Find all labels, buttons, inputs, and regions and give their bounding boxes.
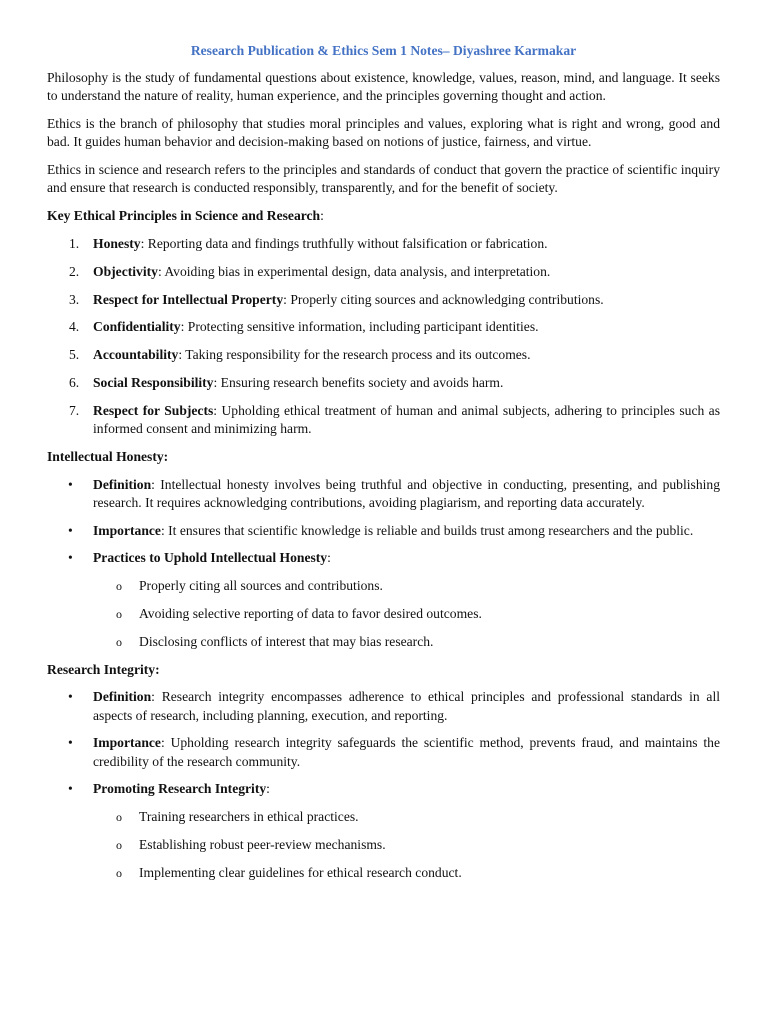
heading-colon: : bbox=[320, 208, 324, 224]
term: Social Responsibility bbox=[93, 374, 214, 390]
description: : Intellectual honesty involves being truthful and objective in conducting, presenting, and publishing research. It requires acknowledging contributions, avoiding plagiarism, and reporting data accurately. bbox=[93, 476, 720, 510]
sub-list-item bbox=[47, 577, 720, 595]
circle-bullet-icon: o bbox=[116, 837, 122, 852]
circle-bullet-icon: o bbox=[116, 606, 122, 621]
sub-item-text: Properly citing all sources and contributions. bbox=[139, 578, 383, 594]
term: Objectivity bbox=[93, 263, 158, 279]
list-item bbox=[47, 522, 720, 540]
sub-list-item bbox=[47, 864, 720, 882]
term: Confidentiality bbox=[93, 319, 181, 335]
description: : Avoiding bias in experimental design, data analysis, and interpretation. bbox=[157, 263, 551, 279]
bullet-icon: • bbox=[68, 550, 73, 566]
description: : Taking responsibility for the research process and its outcomes. bbox=[178, 347, 531, 363]
term-colon: : bbox=[327, 550, 331, 566]
sub-item-text: Establishing robust peer-review mechanisms. bbox=[139, 836, 386, 852]
bullet-icon: • bbox=[68, 735, 73, 751]
term: Promoting Research Integrity bbox=[93, 781, 267, 797]
term: Respect for Intellectual Property bbox=[93, 291, 284, 307]
honesty-practices-list bbox=[47, 577, 720, 651]
term: Importance bbox=[93, 735, 161, 751]
honesty-list bbox=[47, 476, 720, 568]
description: : Upholding ethical treatment of human and animal subjects, adhering to principles such as informed consent and minimizing harm. bbox=[93, 402, 721, 436]
sub-item-text: Training researchers in ethical practices. bbox=[139, 809, 359, 825]
description: : Ensuring research benefits society and avoids harm. bbox=[213, 374, 504, 390]
list-item bbox=[47, 688, 720, 724]
list-number: 2. bbox=[69, 263, 80, 279]
list-number: 7. bbox=[69, 402, 80, 418]
sub-item-text: Disclosing conflicts of interest that may bias research. bbox=[139, 633, 434, 649]
sub-list-item bbox=[47, 836, 720, 854]
description: : Properly citing sources and acknowledging contributions. bbox=[283, 291, 604, 307]
list-item bbox=[47, 780, 720, 798]
list-number: 6. bbox=[69, 374, 80, 390]
list-item bbox=[47, 374, 720, 392]
term: Honesty bbox=[93, 236, 141, 251]
list-item bbox=[47, 402, 720, 438]
term: Practices to Uphold Intellectual Honesty bbox=[93, 550, 328, 566]
description: : Research integrity encompasses adherence to ethical principles and professional standards in all aspects of research, including planning, execution, and reporting. bbox=[93, 689, 720, 723]
principles-list bbox=[47, 235, 720, 438]
description: : It ensures that scientific knowledge is reliable and builds trust among researchers and the public. bbox=[160, 522, 694, 538]
circle-bullet-icon: o bbox=[116, 865, 122, 880]
heading-key-principles-text: Key Ethical Principles in Science and Research bbox=[47, 208, 321, 224]
list-item bbox=[47, 318, 720, 336]
bullet-icon: • bbox=[68, 476, 73, 492]
sub-list-item bbox=[47, 633, 720, 651]
sub-list-item bbox=[47, 605, 720, 623]
document-page bbox=[47, 42, 720, 892]
list-item bbox=[47, 346, 720, 364]
list-item bbox=[47, 291, 720, 309]
heading-research-integrity: Research Integrity: bbox=[47, 661, 160, 677]
sub-item-text: Avoiding selective reporting of data to favor desired outcomes. bbox=[139, 605, 482, 621]
list-number: 5. bbox=[69, 347, 80, 363]
term: Accountability bbox=[93, 347, 179, 363]
list-number: 3. bbox=[69, 291, 80, 307]
heading-key-principles bbox=[47, 207, 720, 225]
description: : Upholding research integrity safeguards the scientific method, prevents fraud, and maintains the credibility of the research community. bbox=[93, 735, 720, 769]
list-item bbox=[47, 476, 720, 512]
term: Importance bbox=[93, 522, 161, 538]
paragraph-research-ethics: Ethics in science and research refers to the principles and standards of conduct that govern the practice of scientific inquiry and ensure that research is conducted responsibly, transparently, and for the benefit of society. bbox=[47, 162, 720, 196]
circle-bullet-icon: o bbox=[116, 579, 122, 594]
list-number: 1. bbox=[69, 236, 80, 251]
circle-bullet-icon: o bbox=[116, 634, 122, 649]
bullet-icon: • bbox=[68, 522, 73, 538]
term-colon: : bbox=[266, 781, 270, 797]
paragraph-ethics: Ethics is the branch of philosophy that studies moral principles and values, exploring what is right and wrong, good and bad. It guides human behavior and decision-making based on notions of justice, fairness, and virtue. bbox=[47, 116, 720, 150]
integrity-promoting-list bbox=[47, 808, 720, 882]
list-item bbox=[47, 263, 720, 281]
integrity-list bbox=[47, 688, 720, 798]
description: : Protecting sensitive information, including participant identities. bbox=[180, 319, 539, 335]
bullet-icon: • bbox=[68, 689, 73, 705]
paragraph-philosophy: Philosophy is the study of fundamental questions about existence, knowledge, values, reason, mind, and language. It seeks to understand the nature of reality, human experience, and the principles governing thought and action. bbox=[47, 70, 720, 104]
document-title: Research Publication & Ethics Sem 1 Notes– Diyashree Karmakar bbox=[190, 43, 577, 58]
term: Respect for Subjects bbox=[93, 402, 214, 418]
description: : Reporting data and findings truthfully without falsification or fabrication. bbox=[140, 236, 548, 251]
heading-intellectual-honesty: Intellectual Honesty: bbox=[47, 448, 169, 464]
circle-bullet-icon: o bbox=[116, 810, 122, 825]
sub-list-item bbox=[47, 808, 720, 826]
list-number: 4. bbox=[69, 319, 80, 335]
list-item bbox=[47, 734, 720, 770]
bullet-icon: • bbox=[68, 781, 73, 797]
list-item bbox=[47, 549, 720, 567]
sub-item-text: Implementing clear guidelines for ethical research conduct. bbox=[139, 864, 462, 880]
term: Definition bbox=[93, 476, 152, 492]
list-item bbox=[47, 235, 720, 253]
term: Definition bbox=[93, 689, 152, 705]
